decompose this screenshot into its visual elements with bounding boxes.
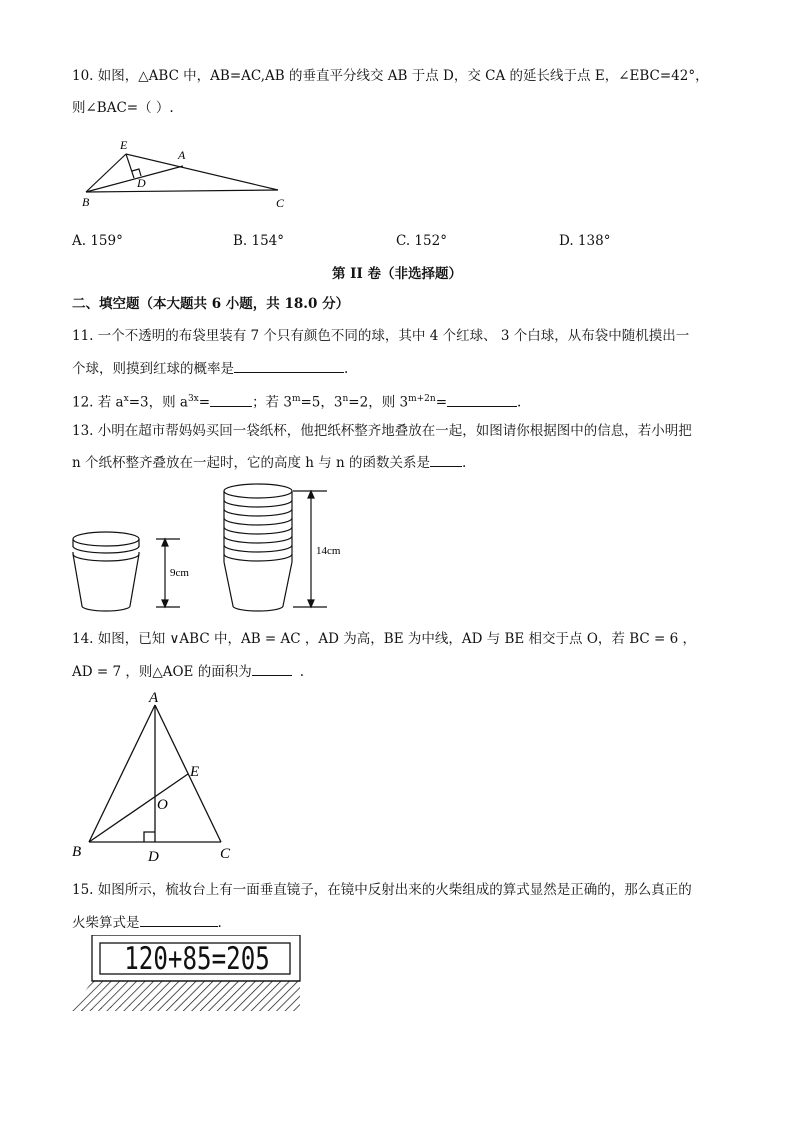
q11-end: . bbox=[344, 361, 349, 377]
q10-label-D: D bbox=[137, 176, 146, 190]
q14-answer-blank[interactable] bbox=[252, 661, 292, 676]
q12-sup1: x bbox=[123, 394, 129, 404]
q15-line2 bbox=[72, 912, 222, 933]
q12-sup2: 3x bbox=[187, 394, 199, 404]
q13-cups-figure bbox=[66, 480, 366, 615]
q12-answer-blank-1[interactable] bbox=[210, 392, 252, 407]
q15-matchstick-equation: 120+85=205 bbox=[124, 941, 270, 977]
q10-label-B: B bbox=[82, 195, 90, 209]
q14-line2 bbox=[72, 661, 304, 682]
q14-line1: 14. 如图，已知 ∨ABC 中，AB = AC ，AD 为高，BE 为中线，AD 与 BE 相交于点 O，若 BC = 6 ， bbox=[72, 631, 696, 647]
q10-label-A: A bbox=[178, 148, 186, 162]
q12-part5: =5，3 bbox=[300, 394, 343, 411]
q12-part4: ；若 3 bbox=[252, 394, 292, 411]
q12-end: . bbox=[517, 394, 522, 411]
q11-text: 个球，则摸到红球的概率是 bbox=[72, 361, 234, 377]
q10-line2: 则∠BAC=（ ）. bbox=[72, 100, 174, 116]
q10-option-d: D. 138° bbox=[559, 233, 611, 249]
q11-answer-blank[interactable] bbox=[234, 358, 344, 373]
q12-sup4: n bbox=[342, 394, 349, 404]
q11-line1: 11. 一个不透明的布袋里装有 7 个只有颜色不同的球，其中 4 个红球、 3 个白球，从布袋中随机摸出一 bbox=[72, 328, 690, 344]
q10-label-C: C bbox=[276, 196, 285, 210]
q14-text: AD = 7 ，则△AOE 的面积为 bbox=[72, 664, 252, 680]
q13-answer-blank[interactable] bbox=[430, 452, 462, 467]
q11-line2 bbox=[72, 358, 348, 379]
q13-small-height-label: 9cm bbox=[170, 567, 189, 579]
q10-option-a: A. 159° bbox=[72, 233, 123, 249]
q14-label-B: B bbox=[72, 844, 82, 860]
q12-sup5: m+2n bbox=[408, 394, 436, 404]
q14-triangle-figure bbox=[66, 690, 246, 865]
q13-end: . bbox=[462, 455, 467, 471]
q14-label-E: E bbox=[190, 764, 200, 780]
q10-option-b: B. 154° bbox=[233, 233, 285, 249]
q14-label-C: C bbox=[220, 846, 231, 862]
q14-end: . bbox=[299, 664, 304, 680]
q12-answer-blank-2[interactable] bbox=[447, 392, 517, 407]
q12-part3: = bbox=[198, 394, 211, 411]
q12-part2: =3，则 a bbox=[128, 394, 188, 411]
q10-line1: 10. 如图，△ABC 中，AB=AC,AB 的垂直平分线交 AB 于点 D，交 CA 的延长线于点 E，∠EBC=42°， bbox=[72, 68, 709, 84]
q12-part1: 12. 若 a bbox=[72, 394, 124, 411]
q12-sup3: m bbox=[291, 394, 301, 404]
fill-in-heading: 二、填空题（本大题共 6 小题，共 18.0 分） bbox=[72, 296, 350, 312]
q12-part7: = bbox=[435, 394, 447, 411]
q14-label-D: D bbox=[148, 849, 159, 865]
q15-mirror-figure bbox=[72, 935, 302, 1015]
section-title: 第 II 卷（非选择题） bbox=[331, 266, 463, 282]
q10-option-c: C. 152° bbox=[396, 233, 447, 249]
q14-label-A: A bbox=[149, 690, 159, 706]
q12-line bbox=[72, 389, 521, 413]
q13-line1: 13. 小明在超市帮妈妈买回一袋纸杯，他把纸杯整齐地叠放在一起，如图请你根据图中的信息，若小明把 bbox=[72, 423, 692, 439]
q14-label-O: O bbox=[157, 797, 168, 813]
q13-line2 bbox=[72, 452, 466, 473]
q15-text: 火柴算式是 bbox=[72, 915, 140, 931]
q10-label-E: E bbox=[120, 138, 128, 152]
q15-answer-blank[interactable] bbox=[140, 912, 218, 927]
q13-text: n 个纸杯整齐叠放在一起时，它的高度 h 与 n 的函数关系是 bbox=[72, 455, 431, 471]
q12-part6: =2，则 3 bbox=[348, 394, 409, 411]
q15-line1: 15. 如图所示，梳妆台上有一面垂直镜子，在镜中反射出来的火柴组成的算式显然是正确的，那么真正的 bbox=[72, 882, 692, 898]
q10-figure bbox=[75, 135, 295, 215]
q13-big-height-label: 14cm bbox=[316, 545, 341, 557]
q15-end: . bbox=[217, 915, 222, 931]
